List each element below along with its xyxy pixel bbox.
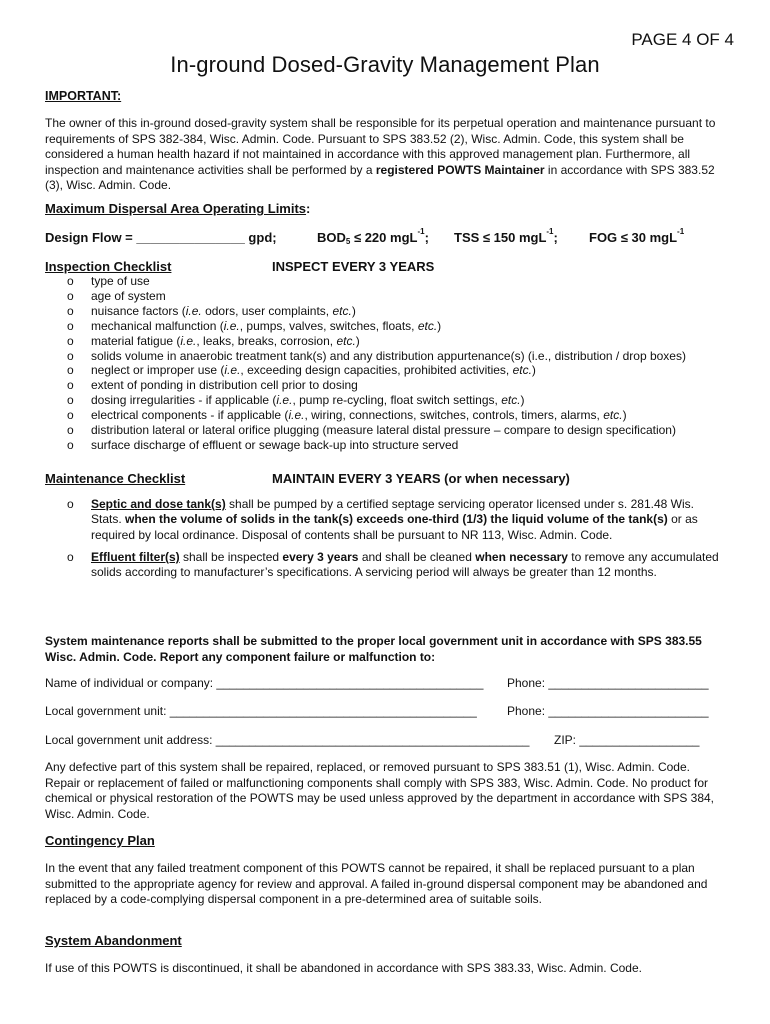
address-field[interactable]: Local government unit address: _______________________________________________ xyxy=(45,733,530,747)
inspection-frequency: INSPECT EVERY 3 YEARS xyxy=(272,259,435,274)
list-item: o surface discharge of effluent or sewage back-up into structure served xyxy=(67,438,727,453)
list-item: o solids volume in anaerobic treatment tank(s) and any distribution appurtenance(s) (i.e., distribution / drop boxes) xyxy=(67,349,727,364)
list-item: o nuisance factors (i.e. odors, user complaints, etc.) xyxy=(67,304,727,319)
contingency-heading: Contingency Plan xyxy=(45,833,155,848)
bullet-marker: o xyxy=(67,549,74,564)
important-heading: IMPORTANT: xyxy=(45,89,122,103)
list-item: o age of system xyxy=(67,289,727,304)
list-item: o Effluent filter(s) shall be inspected every 3 years and shall be cleaned when necessary to remove any accumulated solids according to manufacturer’s specifications. A servicing period will always be greater than 12 months. xyxy=(67,549,719,580)
maintenance-frequency: MAINTAIN EVERY 3 YEARS (or when necessary) xyxy=(272,471,570,486)
defective-paragraph: Any defective part of this system shall be repaired, replaced, or removed pursuant to SPS 383.51 (1), Wisc. Admin. Code. Repair or replacement of failed or malfunctioning components shall comply with SPS 383, Wisc. Admin. Code. No product for chemical or physical restoration of the POWTS may be used unless approved by the department in accordance with SPS 384, Wisc. Admin. Code. xyxy=(45,760,715,821)
maintenance-list xyxy=(67,497,727,587)
fog-limit: FOG ≤ 30 mgL$^{-1}$ xyxy=(589,227,685,245)
reports-paragraph: System maintenance reports shall be submitted to the proper local government unit in accordance with SPS 383.55 Wisc. Admin. Code. Report any component failure or malfunction to: xyxy=(45,634,702,664)
abandonment-paragraph: If use of this POWTS is discontinued, it shall be abandoned in accordance with SPS 383.33, Wisc. Admin. Code. xyxy=(45,961,642,975)
list-item: o material fatigue (i.e., leaks, breaks, corrosion, etc.) xyxy=(67,334,727,349)
inspection-heading: Inspection Checklist INSPECT EVERY 3 YEARS xyxy=(45,259,435,274)
bullet-marker: o xyxy=(67,497,74,511)
unit-phone-field[interactable]: Phone: ________________________ xyxy=(507,704,709,718)
bod-limit: $BOD_5 \le 220$ mgL$^{-1}$; xyxy=(317,227,429,246)
zip-field[interactable]: ZIP: __________________ xyxy=(554,733,700,747)
maintenance-heading: Maintenance Checklist MAINTAIN EVERY 3 YEARS (or when necessary) xyxy=(45,471,570,486)
list-item: o dosing irregularities - if applicable (i.e., pump re-cycling, float switch settings, etc.) xyxy=(67,393,727,408)
page-title: In-ground Dosed-Gravity Management Plan xyxy=(170,52,600,77)
name-field[interactable]: Name of individual or company: ________________________________________ xyxy=(45,676,484,690)
contingency-paragraph: In the event that any failed treatment component of this POWTS cannot be repaired, it shall be replaced pursuant to a plan submitted to the appropriate agency for review and approval. A failed in-ground dispersal component may be abandoned and replaced by a code-complying dispersal component in a pre-determined area of suitable soils. xyxy=(45,861,708,906)
inspection-list xyxy=(67,274,727,453)
design-flow-field: Design Flow = _______________ gpd; xyxy=(45,230,277,245)
limits-heading: Maximum Dispersal Area Operating Limits: xyxy=(45,201,311,216)
name-phone-field[interactable]: Phone: ________________________ xyxy=(507,676,709,690)
page-number: PAGE 4 OF 4 xyxy=(631,30,734,49)
abandonment-heading: System Abandonment xyxy=(45,933,182,948)
list-item: o mechanical malfunction (i.e., pumps, valves, switches, floats, etc.) xyxy=(67,319,727,334)
list-item: o neglect or improper use (i.e., exceeding design capacities, prohibited activities, etc.) xyxy=(67,363,727,378)
important-paragraph: The owner of this in-ground dosed-gravity system shall be responsible for its perpetual operation and maintenance pursuant to requirements of SPS 382-384, Wisc. Admin. Code. Pursuant to SPS 383.52 (2), Wisc. Admin. Code, this system shall be considered a human health hazard if not maintained in accordance with this approved management plan. Furthermore, all inspection and maintenance activities shall be performed by a registered POWTS Maintainer in accordance with SPS 383.52 (3), Wisc. Admin. Code. xyxy=(45,116,716,192)
list-item: o type of use xyxy=(67,274,727,289)
unit-field[interactable]: Local government unit: ______________________________________________ xyxy=(45,704,477,718)
list-item: o electrical components - if applicable (i.e., wiring, connections, switches, controls, timers, alarms, etc.) xyxy=(67,408,727,423)
tss-limit: TSS ≤ 150 mgL$^{-1}$; xyxy=(454,227,558,245)
list-item: o extent of ponding in distribution cell prior to dosing xyxy=(67,378,727,393)
list-item: o distribution lateral or lateral orifice plugging (measure lateral distal pressure – compare to design specification) xyxy=(67,423,727,438)
list-item: o Septic and dose tank(s) shall be pumped by a certified septage servicing operator licensed under s. 281.48 Wis. Stats. when the volume of solids in the tank(s) exceeds one-third (1/3) the liquid volume of the tank(s) or as required by local ordinance. Disposal of contents shall be pursuant to NR 113, Wisc. Admin. Code. xyxy=(67,497,698,542)
